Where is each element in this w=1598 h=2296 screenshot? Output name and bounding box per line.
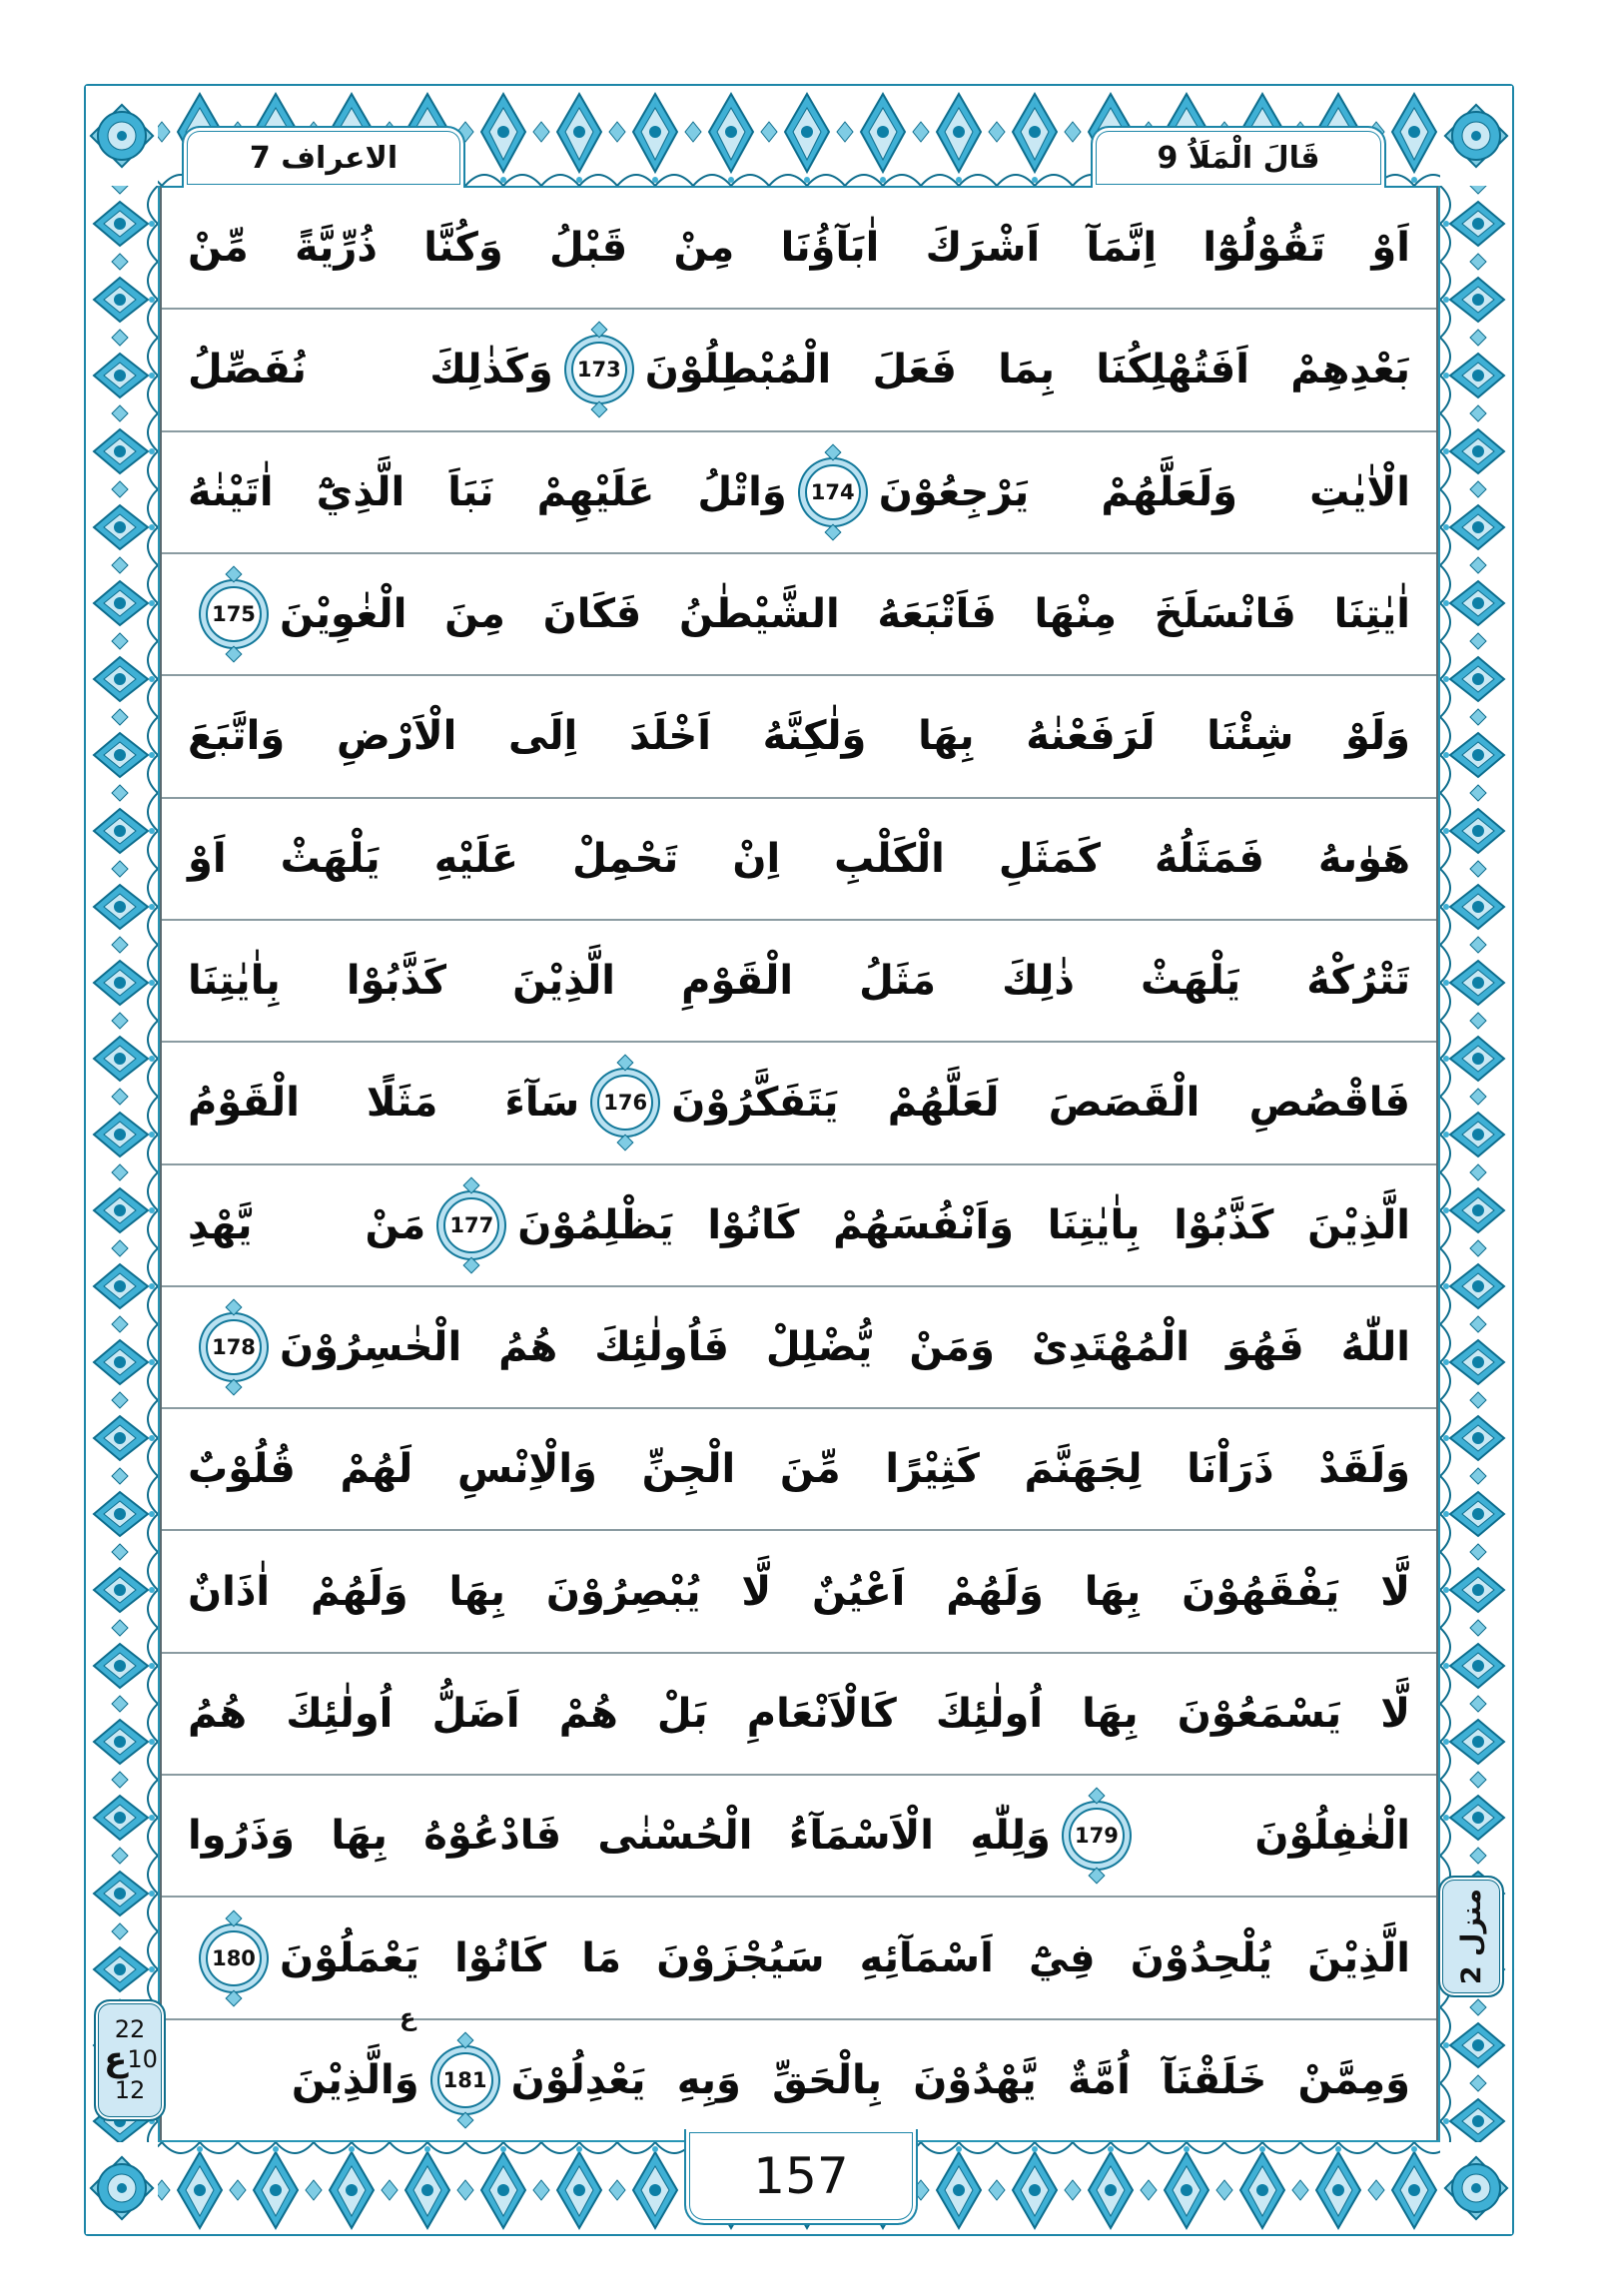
ayah-text: فَاقْصُصِ الْقَصَصَ لَعَلَّهُمْ يَتَفَكَّرُوْنَ <box>671 1080 1410 1127</box>
quran-line <box>162 2020 1436 2140</box>
ayah-text: وَلَقَدْ ذَرَاْنَا لِجَهَنَّمَ كَثِيْرًا مِّنَ الْجِنِّ وَالْاِنْسِ لَهُمْ قُلُوْبٌ <box>188 1446 1410 1493</box>
ruku-marker-box <box>94 1999 166 2121</box>
border-corner-rosette <box>1440 2142 1512 2234</box>
ayah-text: وَالَّذِيْنَ <box>291 2056 419 2103</box>
ayah-end-marker: 177 <box>443 1197 499 1253</box>
quran-line <box>162 1043 1436 1164</box>
quran-line <box>162 921 1436 1043</box>
ayah-text: وَلَوْ شِئْنَا لَرَفَعْنٰهُ بِهَا وَلٰكِنَّهُ اَخْلَدَ اِلَى الْاَرْضِ وَاتَّبَعَ <box>188 713 1410 760</box>
ayah-end-marker: 176 <box>597 1075 653 1131</box>
border-corner-rosette <box>86 86 158 186</box>
quran-line <box>162 1409 1436 1531</box>
border-corner-rosette <box>86 2142 158 2234</box>
ayah-end-marker: 173 <box>571 342 627 397</box>
ayah-text: الْغٰفِلُوْنَ <box>1254 1813 1410 1860</box>
quran-line <box>162 1898 1436 2019</box>
quran-line <box>162 1165 1436 1287</box>
quran-lines <box>162 188 1436 2140</box>
border-corner-rosette <box>1440 86 1512 186</box>
ruku-ain-letter: ع <box>104 2039 128 2080</box>
ayah-text: وَاتْلُ عَلَيْهِمْ نَبَاَ الَّذِيْٓ اٰتَيْنٰهُ <box>187 468 787 515</box>
manzil-label: منزل 2 <box>1455 1888 1487 1985</box>
ayah-text: هَوٰىهُ فَمَثَلُهُ كَمَثَلِ الْكَلْبِ اِنْ تَحْمِلْ عَلَيْهِ يَلْهَثْ اَوْ <box>188 835 1410 882</box>
juz-name-cartouche <box>1091 126 1386 188</box>
ayah-text: لَّا يَفْقَهُوْنَ بِهَا وَلَهُمْ اَعْيُنٌ لَّا يُبْصِرُوْنَ بِهَا وَلَهُمْ اٰذَانٌ <box>188 1568 1410 1615</box>
quran-line <box>162 188 1436 310</box>
ruku-middle-number: 10 <box>127 2045 158 2074</box>
ayah-text: سَآءَ مَثَلًا الْقَوْمُ <box>187 1080 580 1127</box>
ayah-text: وَمِمَّنْ خَلَقْنَآ اُمَّةٌ يَّهْدُوْنَ بِالْحَقِّ وَبِهِ يَعْدِلُوْنَ <box>510 2056 1410 2103</box>
ruku-ain-superscript: ع <box>400 2003 416 2031</box>
page-number-cartouche <box>684 2129 918 2225</box>
ayah-text: اٰيٰتِنَا فَانْسَلَخَ مِنْهَا فَاَتْبَعَهُ الشَّيْطٰنُ فَكَانَ مِنَ الْغٰوِيْنَ <box>280 591 1410 638</box>
quran-line <box>162 310 1436 431</box>
quran-line <box>162 1776 1436 1898</box>
quran-line <box>162 1654 1436 1776</box>
ruku-count: 22 <box>114 2014 146 2043</box>
border-left-pattern <box>86 186 160 2142</box>
juz-name-label: قَالَ الْمَلَاُ 9 <box>1157 140 1320 176</box>
border-right-pattern <box>1438 186 1512 2142</box>
quran-line <box>162 432 1436 554</box>
ayah-text: وَلِلّٰهِ الْاَسْمَآءُ الْحُسْنٰى فَادْعُوْهُ بِهَا وَذَرُوا <box>188 1813 1051 1860</box>
ayah-end-marker: 178 <box>206 1319 262 1375</box>
ayah-text: الْاٰيٰتِ وَلَعَلَّهُمْ يَرْجِعُوْنَ <box>878 468 1410 515</box>
ayah-text: الَّذِيْنَ كَذَّبُوْا بِاٰيٰتِنَا وَاَنْفُسَهُمْ كَانُوْا يَظْلِمُوْنَ <box>517 1201 1410 1248</box>
ayah-end-marker: 180 <box>206 1930 262 1986</box>
ayah-end-marker: 175 <box>206 586 262 642</box>
quran-text-area <box>160 186 1438 2140</box>
quran-line <box>162 799 1436 921</box>
ayah-text: وَكَذٰلِكَ نُفَصِّلُ <box>188 347 553 393</box>
quran-line <box>162 1531 1436 1653</box>
ayah-end-marker: 174 <box>805 464 861 520</box>
ayah-text: اَوْ تَقُوْلُوْٓا اِنَّمَآ اَشْرَكَ اٰبَآؤُنَا مِنْ قَبْلُ وَكُنَّا ذُرِّيَّةً مِّنْ <box>188 225 1410 272</box>
ayah-text: مَنْ يَّهْدِ <box>188 1201 426 1248</box>
ayah-end-marker: 181 <box>437 2052 493 2108</box>
quran-line <box>162 1287 1436 1409</box>
manzil-tab <box>1438 1876 1504 1997</box>
ruku-bottom-number: 12 <box>114 2075 146 2104</box>
quran-line <box>162 554 1436 676</box>
ayah-end-marker: 179 <box>1069 1808 1125 1864</box>
ayah-text: لَّا يَسْمَعُوْنَ بِهَا اُولٰئِكَ كَالْاَنْعَامِ بَلْ هُمْ اَضَلُّ اُولٰئِكَ هُمُ <box>188 1690 1410 1737</box>
ayah-text: اللّٰهُ فَهُوَ الْمُهْتَدِىْ وَمَنْ يُّضْلِلْ فَاُولٰئِكَ هُمُ الْخٰسِرُوْنَ <box>280 1323 1410 1370</box>
ayah-text: بَعْدِهِمْ اَفَتُهْلِكُنَا بِمَا فَعَلَ الْمُبْطِلُوْنَ <box>644 347 1410 393</box>
surah-name-label: الاعراف 7 <box>249 140 399 176</box>
ayah-text: الَّذِيْنَ يُلْحِدُوْنَ فِيْٓ اَسْمَآئِهِ سَيُجْزَوْنَ مَا كَانُوْا يَعْمَلُوْنَ <box>280 1934 1410 1981</box>
page-number: 157 <box>753 2147 849 2205</box>
quran-line <box>162 676 1436 798</box>
ayah-text: تَتْرُكْهُ يَلْهَثْ ذٰلِكَ مَثَلُ الْقَوْمِ الَّذِيْنَ كَذَّبُوْا بِاٰيٰتِنَا <box>188 958 1410 1005</box>
surah-name-cartouche <box>182 126 465 188</box>
